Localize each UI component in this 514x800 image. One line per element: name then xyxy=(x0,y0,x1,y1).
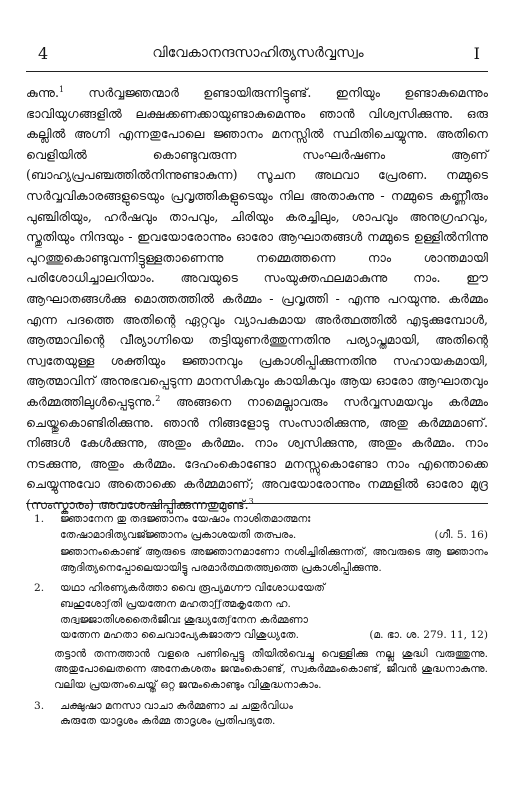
verse-line: കുരുതേ യാദൃശം കർമ്മ താദൃശം പ്രതിപദ്യതേ. xyxy=(60,715,276,728)
page-header xyxy=(26,44,490,66)
running-title: വിവേകാനന്ദസാഹിത്യസർവ്വസ്വം xyxy=(152,45,364,61)
footnote-ref: 2 xyxy=(155,393,161,403)
footnote-number: 3. xyxy=(34,699,45,712)
verse-reference: (മ. ഭാ. ശ. 279. 11, 12) xyxy=(369,629,488,642)
text-run: കുന്നു. xyxy=(26,85,59,100)
verse-line: ചക്ഷുഷാ മനസാ വാചാ കർമ്മണാ ച ചതുർവിധം xyxy=(60,699,293,712)
verse-row xyxy=(60,528,488,544)
verse-row xyxy=(60,628,488,644)
verse-line: ജ്ഞാനേന തു തദജ്ഞാനം യേഷാം നാശിതമാത്മനഃ xyxy=(60,513,311,525)
footnote-3 xyxy=(26,699,488,730)
footnotes xyxy=(26,512,488,735)
footnote-ref: 1 xyxy=(58,84,65,94)
verse-line: തദ്വജ്ജാതിശതൈർജീവഃ ശുദ്ധ്യതേƒനേന കർമ്മണാ xyxy=(60,613,308,626)
verse-reference: (ഗീ. 5. 16) xyxy=(434,528,488,541)
volume-number: I xyxy=(473,44,480,63)
text-run: സർവ്വജ്ഞന്മാർ ഉണ്ടായിരുന്നിട്ടുണ്ട്. ഇനിയും ഉണ്ടാകുമെന്നും ഭാവിയുഗങ്ങളിൽ ലക്ഷക്കണക്കായുണ്ടാകുമെന്നും ഞാൻ വിശ്വസിക്കുന്നു. ഒരു കല്ലിൽ അഗ്നി എന്നതുപോലെ ജ്ഞാനം മനസ്സിൽ സ്ഥിതിചെയ്യുന്നു. അതിനെ വെളിയിൽ കൊണ്ടുവരുന്ന സംഘർഷണം ആണ് (ബാഹ്യപ്രപഞ്ചത്തിൽനിന്നുണ്ടാകുന്ന) സൂചന അഥവാ പ്രേരണ. നമ്മുടെ സർവ്വവികാരങ്ങളുടെയും പ്രവൃത്തികളുടെയും നില അതാകുന്നു - നമ്മുടെ കണ്ണീരും പുഞ്ചിരിയും, ഹർഷവും താപവും, ചിരിയും കരച്ചിലും, ശാപവും അനുഗ്രഹവും, സ്തുതിയും നിന്ദയും - ഇവയോരോന്നും ഓരോ ആഘാതങ്ങൾ നമ്മുടെ ഉള്ളിൽനിന്നു പുറത്തുകൊണ്ടുവന്നിട്ടുള്ളതാണെന്നു നമ്മെത്തന്നെ നാം ശാന്തമായി പരിശോധിച്ചാലറിയാം. അവയുടെ സംയുക്തഫലമാകുന്നു നാം. ഈ ആഘാതങ്ങൾക്കു മൊത്തത്തിൽ കർമ്മം - പ്രവൃത്തി - എന്നു പറയുന്നു. കർമ്മം എന്ന പദത്തെ അതിന്റെ ഏറ്റവും വ്യാപകമായ അർത്ഥത്തിൽ എടുക്കുമ്പോൾ, ആത്മാവിന്റെ വീര്യാഗ്നിയെ തട്ടിയുണർത്തുന്നതിനു പര്യാപ്തമായി, അതിന്റെ സ്വതേയുള്ള ശക്തിയും ജ്ഞാനവും പ്രകാശിപ്പിക്കുന്നതിനു സഹായകമായി, ആത്മാവിന് അനുഭവപ്പെടുന്ന മാനസികവും കായികവും ആയ ഓരോ ആഘാതവും കർമ്മത്തിലുൾപ്പെടുന്നു. xyxy=(26,85,488,409)
verse-line: തേഷാമാദിത്യവജ്ജ്ഞാനം പ്രകാശയതി തത്പരം. xyxy=(60,528,297,541)
footnote-ref: 3 xyxy=(248,496,254,506)
body-paragraph xyxy=(26,83,488,515)
verse-line: യഥാ ഹിരണ്യകർത്താ വൈ രൂപ്യമഗ്നൗ വിശോധയേത് xyxy=(60,582,325,595)
header-rule xyxy=(26,71,488,72)
footnote-explanation: ജ്ഞാനംകൊണ്ട് ആരുടെ അജ്ഞാനമാണോ നശിച്ചിരിക്കുന്നത്, അവരുടെ ആ ജ്ഞാനം ആദിത്യനെപ്പോലെയായിട്ടു പരമാർത്ഥതത്ത്വത്തെ പ്രകാശിപ്പിക്കുന്നു. xyxy=(60,546,488,574)
footnote-2 xyxy=(26,581,488,693)
verse-line: യത്നേന മഹതാ ചൈവാപ്യേകജാതൗ വിശുധ്യതേ. xyxy=(60,629,299,642)
page-number: 4 xyxy=(38,44,49,63)
footnote-number: 1. xyxy=(34,513,45,525)
footnote-number: 2. xyxy=(34,582,45,595)
main-text xyxy=(26,83,488,515)
footnote-1 xyxy=(26,512,488,576)
verse-line: ബഹുശോƒതി പ്രയത്നേന മഹതാƒƒത്മകൃതേന ഹ. xyxy=(60,597,291,610)
text-run: അങ്ങനെ നാമെല്ലാവരും സർവ്വസമയവും കർമ്മം ചെയ്തുകൊണ്ടിരിക്കുന്നു. ഞാൻ നിങ്ങളോടു സംസാരിക്കുന്നു, അതു കർമ്മമാണ്. നിങ്ങൾ കേൾക്കുന്നു, അതും കർമ്മം. നാം ശ്വസിക്കുന്നു, അതും കർമ്മം. നാം നടക്കുന്നു, അതും കർമ്മം. ദേഹംകൊണ്ടോ മനസ്സുകൊണ്ടോ നാം എന്തൊക്കെ ചെയ്യുന്നുവോ അതൊക്കെ കർമ്മമാണ്; അവയോരോന്നും നമ്മളിൽ ഓരോ മുദ്ര (സംസ്കാരം) അവശേഷിപ്പിക്കുന്നതുമുണ്ട്. xyxy=(26,393,488,512)
footnote-explanation: തട്ടാൻ തന്നത്താൻ വളരെ പണിപ്പെട്ടു തീയിൽവെച്ചു വെള്ളിക്കു നല്ല ശുദ്ധി വരുത്തുന്നു. അതുപോലെതന്നെ അനേകശതം ജന്മംകൊണ്ട്, സ്വകർമ്മംകൊണ്ട്, ജീവൻ ശുദ്ധനാകുന്നു. വലിയ പ്രയത്നംചെയ്ത് ഒറ്റ ജന്മംകൊണ്ടും വിശുദ്ധനാകാം. xyxy=(54,647,488,691)
footnote-rule xyxy=(26,503,488,504)
